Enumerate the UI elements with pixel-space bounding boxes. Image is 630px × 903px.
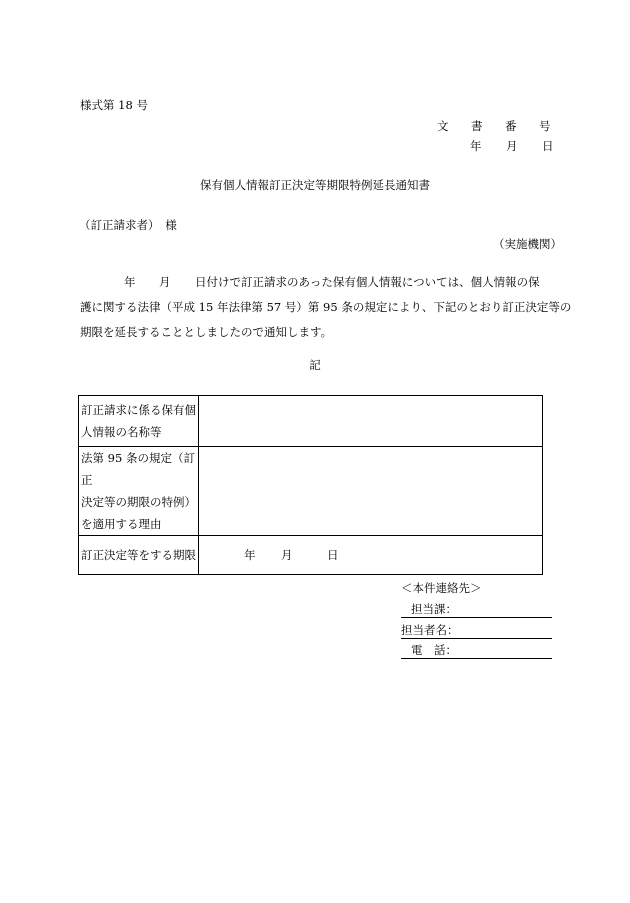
table-value-cell [199, 447, 543, 536]
row2-label-line: 決定等の期限の特例） [81, 495, 196, 509]
contact-person-line [401, 622, 552, 639]
body-line-1-text: 日付けで訂正請求のあった保有個人情報については、個人情報の保 [195, 275, 540, 289]
contact-phone-label: 電 話： [411, 643, 457, 657]
deadline-year: 年 [244, 548, 256, 562]
doc-number-char: 文 [437, 119, 449, 133]
contact-section-line [401, 601, 552, 618]
addressee: （訂正請求者） 様 [79, 218, 177, 232]
document-number-label [437, 118, 551, 134]
row2-label-line: を適用する理由 [81, 517, 162, 531]
body-line-1 [80, 270, 555, 295]
contact-person-label: 担当者名： [401, 623, 459, 637]
table-value-cell [199, 396, 543, 447]
contact-phone-line [401, 642, 552, 659]
issuing-agency: （実施機関） [493, 237, 562, 251]
document-title: 保有個人情報訂正決定等期限特例延長通知書 [200, 178, 430, 192]
row1-label-line: 人情報の名称等 [81, 425, 162, 439]
table-row [79, 536, 543, 575]
table-label-cell [79, 396, 199, 447]
document-date-label [470, 138, 554, 154]
deadline-date-cell [199, 536, 543, 575]
date-day-char: 日 [542, 139, 554, 153]
form-number: 様式第 18 号 [80, 98, 148, 112]
contact-section-label: 担当課： [411, 602, 457, 616]
date-year-char: 年 [470, 139, 482, 153]
table-label-cell [79, 447, 199, 536]
ki-heading: 記 [309, 358, 321, 372]
doc-number-char: 書 [471, 119, 483, 133]
deadline-day: 日 [327, 548, 339, 562]
notice-body [80, 270, 572, 345]
doc-number-char: 号 [539, 119, 551, 133]
date-month-char: 月 [506, 139, 518, 153]
body-year: 年 [124, 275, 136, 289]
doc-number-char: 番 [505, 119, 517, 133]
correction-info-table [78, 395, 543, 575]
deadline-month: 月 [281, 548, 293, 562]
body-line-2: 護に関する法律（平成 15 年法律第 57 号）第 95 条の規定により、下記のとおり訂正決定等の [80, 300, 572, 314]
table-row [79, 447, 543, 536]
body-line-3: 期限を延長することとしましたので通知します。 [80, 325, 333, 339]
contact-heading: ＜本件連絡先＞ [401, 581, 482, 595]
table-label-cell: 訂正決定等をする期限 [79, 536, 199, 575]
table-row [79, 396, 543, 447]
row1-label-line: 訂正請求に係る保有個 [81, 403, 196, 417]
row2-label-line: 法第 95 条の規定（訂正 [81, 451, 195, 487]
body-month: 月 [159, 275, 171, 289]
